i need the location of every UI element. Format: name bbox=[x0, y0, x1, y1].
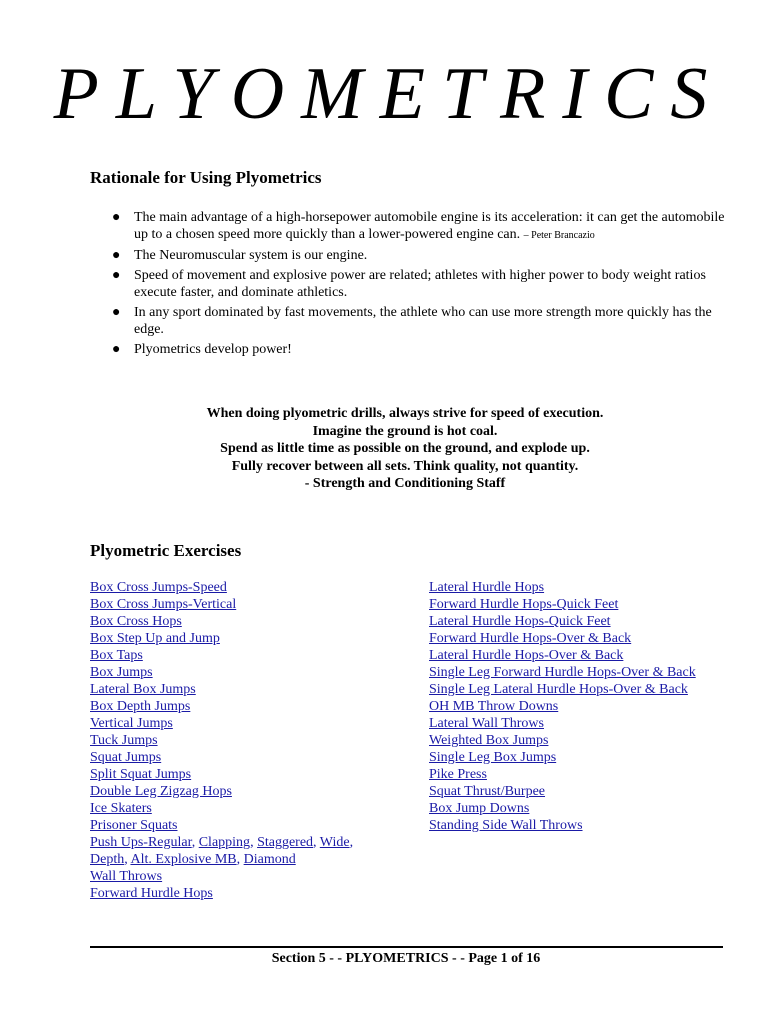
rationale-heading: Rationale for Using Plyometrics bbox=[90, 168, 322, 187]
exercise-link[interactable]: Forward Hurdle Hops-Quick Feet bbox=[429, 597, 619, 612]
exercise-link[interactable]: Vertical Jumps bbox=[90, 716, 173, 731]
exercise-link[interactable]: Box Cross Jumps-Vertical bbox=[90, 597, 237, 612]
list-item: ● The Neuromuscular system is our engine. bbox=[112, 248, 368, 263]
exercise-link[interactable]: Lateral Hurdle Hops-Quick Feet bbox=[429, 614, 611, 629]
quote-line: Imagine the ground is hot coal. bbox=[312, 423, 498, 439]
exercise-link[interactable]: Lateral Hurdle Hops-Over & Back bbox=[429, 648, 624, 663]
exercise-list-left bbox=[90, 579, 410, 902]
footer-divider bbox=[90, 946, 723, 948]
exercise-link[interactable]: Diamond bbox=[243, 852, 296, 867]
list-item: ● Plyometrics develop power! bbox=[112, 342, 292, 357]
coaching-quote bbox=[0, 405, 768, 493]
quote-line: Spend as little time as possible on the ground, and explode up. bbox=[220, 441, 590, 456]
list-item: ● Speed of movement and explosive power are related; athletes with higher power to body weight ratios execute faster, and dominate athletics. bbox=[112, 268, 706, 300]
exercise-link[interactable]: Box Taps bbox=[90, 648, 143, 663]
exercise-link[interactable]: Weighted Box Jumps bbox=[429, 733, 549, 748]
exercise-link[interactable]: Alt. Explosive MB bbox=[130, 852, 237, 867]
bullet-icon: ● bbox=[112, 210, 121, 225]
exercise-link[interactable]: Box Jump Downs bbox=[429, 801, 530, 816]
exercise-link[interactable]: Single Leg Box Jumps bbox=[429, 750, 557, 765]
exercise-link[interactable]: Box Cross Hops bbox=[90, 614, 182, 629]
bullet-icon: ● bbox=[112, 248, 121, 263]
exercises-heading: Plyometric Exercises bbox=[90, 541, 242, 560]
exercise-link[interactable]: Squat Jumps bbox=[90, 750, 162, 765]
exercise-link[interactable]: Lateral Box Jumps bbox=[90, 682, 196, 697]
exercise-link[interactable]: Box Step Up and Jump bbox=[90, 631, 220, 646]
exercise-link[interactable]: Lateral Hurdle Hops bbox=[429, 580, 545, 595]
bullet-icon: ● bbox=[112, 268, 121, 283]
exercise-link[interactable]: Prisoner Squats bbox=[90, 818, 178, 833]
exercise-link[interactable]: Lateral Wall Throws bbox=[429, 716, 544, 731]
bullet-icon: ● bbox=[112, 305, 121, 320]
exercise-link[interactable]: Box Cross Jumps-Speed bbox=[90, 580, 227, 595]
page-footer: Section 5 - - PLYOMETRICS - - Page 1 of 16 bbox=[271, 951, 541, 966]
exercise-link[interactable]: OH MB Throw Downs bbox=[429, 699, 559, 714]
exercise-link[interactable]: Clapping bbox=[198, 835, 251, 850]
exercise-link[interactable]: Single Leg Lateral Hurdle Hops-Over & Back bbox=[429, 682, 688, 697]
exercise-link[interactable]: Single Leg Forward Hurdle Hops-Over & Back bbox=[429, 665, 696, 680]
page-title: PLYOMETRICS bbox=[53, 53, 725, 135]
exercise-link[interactable]: Pike Press bbox=[429, 767, 487, 782]
exercise-link[interactable]: Tuck Jumps bbox=[90, 733, 158, 748]
quote-line: Fully recover between all sets. Think quality, not quantity. bbox=[231, 458, 579, 474]
exercise-list-right bbox=[429, 579, 749, 834]
exercise-link[interactable]: Forward Hurdle Hops-Over & Back bbox=[429, 631, 632, 646]
quote-line: When doing plyometric drills, always strive for speed of execution. bbox=[206, 406, 604, 421]
exercise-link[interactable]: Forward Hurdle Hops bbox=[90, 886, 213, 901]
exercise-link[interactable]: Split Squat Jumps bbox=[90, 767, 192, 782]
exercise-link[interactable]: Double Leg Zigzag Hops bbox=[90, 784, 232, 799]
exercise-link[interactable]: Push Ups-Regular bbox=[90, 835, 192, 850]
exercise-link[interactable]: Staggered bbox=[257, 835, 314, 850]
exercise-link[interactable]: Box Jumps bbox=[90, 665, 153, 680]
exercise-link[interactable]: Ice Skaters bbox=[90, 801, 152, 816]
exercise-link[interactable]: Box Depth Jumps bbox=[90, 699, 191, 714]
rationale-list bbox=[90, 209, 730, 361]
exercise-link[interactable]: Depth bbox=[90, 852, 125, 867]
bullet-icon: ● bbox=[112, 342, 121, 357]
exercise-link[interactable]: Squat Thrust/Burpee bbox=[429, 784, 546, 799]
list-item: ● In any sport dominated by fast movements, the athlete who can use more strength more quickly has the edge. bbox=[112, 305, 712, 337]
pushup-variants: Depth, Alt. Explosive MB, Diamond bbox=[90, 852, 296, 867]
exercise-link[interactable]: Standing Side Wall Throws bbox=[429, 818, 583, 833]
list-item: ● The main advantage of a high-horsepower automobile engine is its acceleration: it can get the automobile up to a chosen speed more quickly than a lower-powered engine can. – Peter Brancazio bbox=[112, 210, 725, 242]
exercise-link[interactable]: Wide bbox=[319, 835, 350, 850]
pushup-variants: Push Ups-Regular, Clapping, Staggered, Wide, bbox=[90, 835, 354, 850]
citation: – Peter Brancazio bbox=[523, 230, 595, 241]
exercise-link[interactable]: Wall Throws bbox=[90, 869, 163, 884]
quote-attribution: - Strength and Conditioning Staff bbox=[304, 476, 506, 491]
